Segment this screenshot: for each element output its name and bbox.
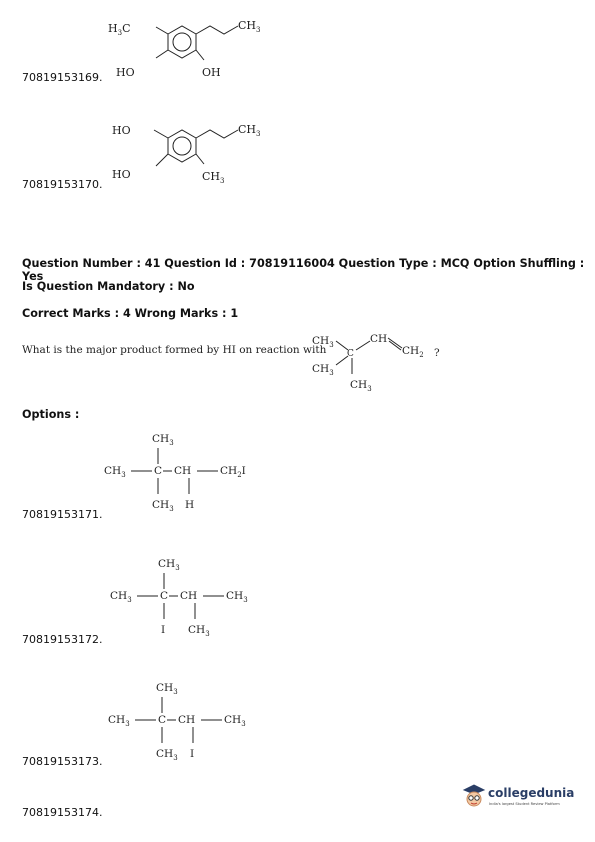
- option-id: 70819153173.: [22, 755, 103, 768]
- collegedunia-logo[interactable]: [462, 782, 574, 812]
- option-structure-70819153173[interactable]: [104, 677, 284, 769]
- svg-text:CH3: $CH_3$: [152, 433, 174, 447]
- svg-text:CH3: $CH_3$: [226, 590, 248, 604]
- svg-text:CH3: $CH_3$: [158, 558, 180, 572]
- svg-text:CH3: $CH_3$: [224, 714, 246, 728]
- graduate-mascot-icon: [462, 782, 486, 810]
- svg-text:?: ?: [434, 347, 440, 359]
- structure-70819153170: [100, 118, 280, 188]
- question-meta: Question Number : 41 Question Id : 70819116004 Question Type : MCQ Option Shuffling : Yes: [22, 257, 585, 283]
- svg-text:H: H: [185, 499, 195, 511]
- question-mandatory: Is Question Mandatory : No: [22, 280, 195, 293]
- options-label: Options :: [22, 408, 80, 421]
- option-structure-70819153171[interactable]: [100, 428, 280, 520]
- svg-text:HO: HO: [112, 124, 131, 137]
- svg-text:CH3: $CH_3$: [156, 748, 178, 762]
- svg-text:CH3: $CH_3$: [156, 682, 178, 696]
- reactant-structure: [308, 326, 468, 398]
- question-text: What is the major product formed by HI on reaction with: [22, 344, 327, 356]
- svg-text:CH3: $CH_3$: [238, 19, 261, 34]
- svg-text:H3C: $H_3C$: [108, 22, 131, 37]
- option-id: 70819153174.: [22, 806, 103, 819]
- svg-text:HO: HO: [116, 66, 135, 79]
- svg-text:I: I: [161, 624, 166, 636]
- option-structure-70819153172[interactable]: [106, 553, 286, 645]
- logo-tagline: India's largest Student Review Platform: [489, 802, 560, 806]
- svg-text:C: C: [347, 349, 354, 359]
- svg-text:HO: HO: [112, 168, 131, 181]
- svg-text:CH3: $CH_3$: [104, 465, 126, 479]
- question-marks: Correct Marks : 4 Wrong Marks : 1: [22, 307, 239, 320]
- svg-text:CH3: $CH_3$: [312, 335, 334, 349]
- svg-text:CH2I: $CH_2I$: [220, 465, 246, 479]
- svg-text:CH3: $CH_3$: [238, 123, 261, 138]
- svg-text:CH3: $CH_3$: [152, 499, 174, 513]
- svg-text:C: C: [154, 465, 163, 477]
- svg-text:CH3: $CH_3$: [108, 714, 130, 728]
- structure-70819153169: [100, 14, 280, 84]
- logo-name: collegedunia: [488, 786, 575, 800]
- svg-text:CH3: $CH_3$: [110, 590, 132, 604]
- option-id: 70819153172.: [22, 633, 103, 646]
- svg-text:CH: CH: [178, 714, 196, 726]
- svg-text:CH: CH: [180, 590, 198, 602]
- svg-text:CH2: $CH_2$: [402, 345, 424, 359]
- svg-text:CH3: $CH_3$: [312, 363, 334, 377]
- svg-text:C: C: [160, 590, 169, 602]
- svg-text:CH: CH: [370, 333, 388, 345]
- svg-text:OH: OH: [202, 66, 221, 79]
- svg-text:CH: CH: [174, 465, 192, 477]
- svg-text:I: I: [190, 748, 195, 760]
- option-id: 70819153170.: [22, 178, 103, 191]
- svg-text:CH3: $CH_3$: [202, 170, 225, 185]
- option-id: 70819153171.: [22, 508, 103, 521]
- svg-text:CH3: $CH_3$: [188, 624, 210, 638]
- svg-text:C: C: [158, 714, 167, 726]
- svg-text:CH3: $CH_3$: [350, 379, 372, 393]
- option-id: 70819153169.: [22, 71, 103, 84]
